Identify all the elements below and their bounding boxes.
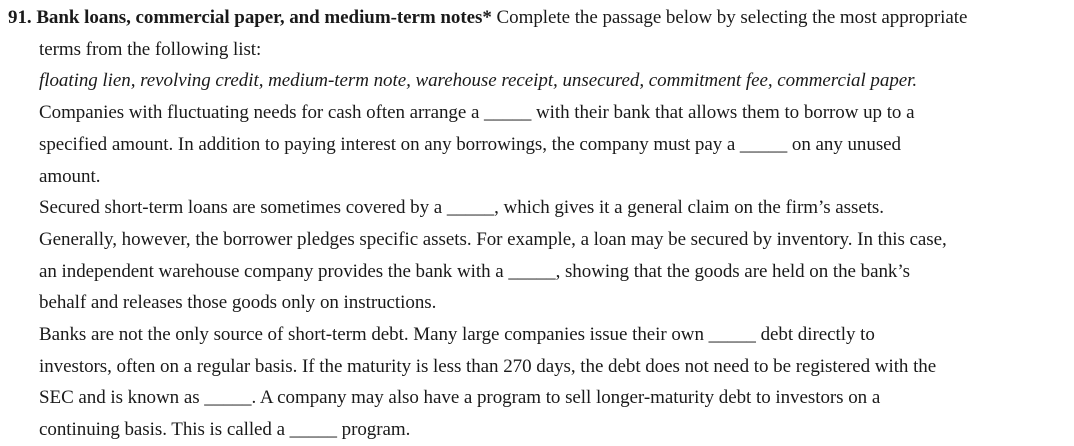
- passage-line: Banks are not the only source of short-term debt. Many large companies issue their own _____ debt directly to: [39, 324, 875, 346]
- question-header-line: [8, 2, 1070, 34]
- passage-line: Companies with fluctuating needs for cash often arrange a _____ with their bank that allows them to borrow up to a: [39, 102, 915, 124]
- passage-line: Secured short-term loans are sometimes covered by a _____, which gives it a general claim on the firm’s assets.: [39, 197, 884, 219]
- question-instruction-continued: terms from the following list:: [39, 38, 262, 60]
- question-title: Bank loans, commercial paper, and medium-term notes*: [36, 7, 492, 28]
- passage-line: investors, often on a regular basis. If the maturity is less than 270 days, the debt does not need to be registered with the: [39, 355, 937, 377]
- passage-line: behalf and releases those goods only on instructions.: [39, 292, 437, 314]
- passage-line: amount.: [39, 165, 101, 187]
- passage-line: SEC and is known as _____. A company may also have a program to sell longer-maturity debt to investors on a: [39, 387, 881, 409]
- question-number: 91.: [8, 7, 32, 28]
- passage-line: an independent warehouse company provides the bank with a _____, showing that the goods are held on the bank’s: [39, 260, 910, 282]
- question-instruction: Complete the passage below by selecting the most appropriate: [496, 7, 968, 28]
- terms-list: floating lien, revolving credit, medium-term note, warehouse receipt, unsecured, commitment fee, commercial paper.: [39, 70, 918, 92]
- passage-line: Generally, however, the borrower pledges specific assets. For example, a loan may be secured by inventory. In this case,: [39, 228, 947, 250]
- passage-line: specified amount. In addition to paying interest on any borrowings, the company must pay a _____ on any unused: [39, 133, 901, 155]
- passage-line: continuing basis. This is called a _____ program.: [39, 419, 411, 441]
